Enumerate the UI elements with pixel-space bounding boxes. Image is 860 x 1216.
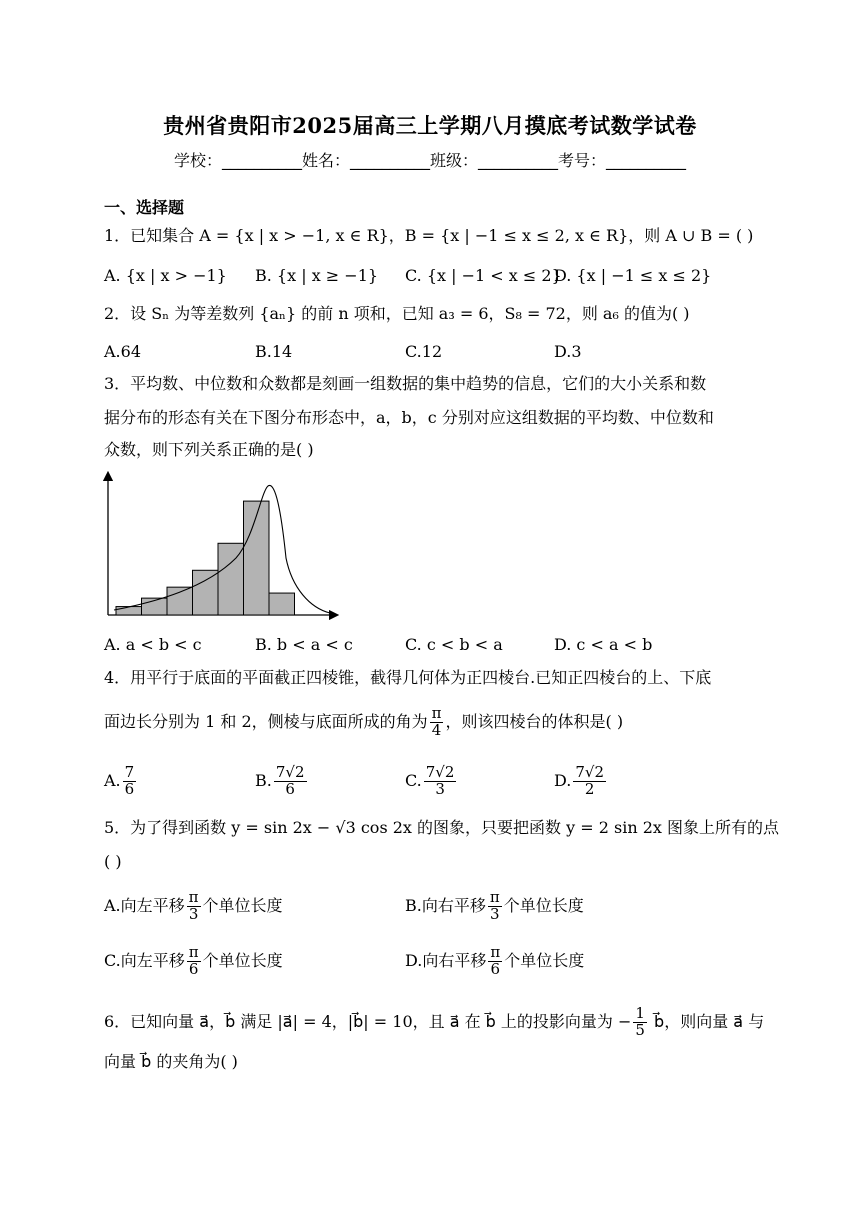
question-6-text-b: b⃗，则向量 a⃗ 与 — [648, 1011, 765, 1031]
numerator: 7√2 — [275, 763, 305, 781]
option-fraction — [488, 890, 502, 923]
question-5-option-c — [104, 945, 283, 978]
question-3-stem-line-1: 3．平均数、中位数和众数都是刻画一组数据的集中趋势的信息，它们的大小关系和数 — [104, 374, 707, 393]
school-blank: __________ — [221, 151, 302, 170]
histogram-bar-3 — [167, 587, 193, 615]
question-4-option-b — [255, 765, 309, 798]
question-1-option-d: D. {x | −1 ≤ x ≤ 2} — [554, 266, 712, 285]
question-4-text-b: ，则该四棱台的体积是( ) — [445, 711, 624, 731]
option-tail: 个单位长度 — [504, 950, 585, 970]
question-4-text-a: 面边长分别为 1 和 2，侧棱与底面所成的角为 — [104, 711, 428, 731]
histogram-bar-7 — [269, 593, 295, 615]
histogram-bar-4 — [193, 570, 219, 615]
question-5-stem-line-2: ( ) — [104, 852, 122, 871]
question-5-option-a — [104, 890, 283, 923]
projection-fraction — [633, 1006, 647, 1039]
question-5-option-d — [405, 945, 584, 978]
question-2-option-b: B.14 — [255, 342, 293, 361]
option-fraction — [424, 765, 457, 798]
option-fraction — [123, 765, 137, 798]
question-3-stem-line-3: 众数，则下列关系正确的是( ) — [104, 440, 314, 459]
numerator: 7√2 — [575, 763, 604, 781]
denominator: 3 — [188, 904, 199, 923]
question-3-option-a: A. a < b < c — [104, 635, 202, 654]
id-label: 考号： — [558, 151, 607, 170]
numerator: π — [188, 888, 199, 906]
question-3-option-d: D. c < a < b — [554, 635, 653, 654]
question-1-option-a: A. {x | x > −1} — [104, 266, 227, 285]
option-tail: 个单位长度 — [202, 950, 283, 970]
option-label: B.向右平移 — [405, 895, 486, 915]
id-blank: __________ — [606, 151, 687, 170]
denominator: 6 — [124, 779, 135, 798]
denominator: 5 — [635, 1020, 645, 1039]
question-2-stem: 2．设 Sₙ 为等差数列 {aₙ} 的前 n 项和，已知 a₃ = 6，S₈ = 72，则 a₆ 的值为( ) — [104, 304, 690, 323]
denominator: 2 — [584, 779, 595, 798]
option-fraction — [274, 765, 307, 798]
question-5-option-b — [405, 890, 584, 923]
question-4-option-d — [554, 765, 608, 798]
denominator: 3 — [490, 904, 500, 923]
option-fraction — [573, 765, 606, 798]
name-label: 姓名： — [301, 151, 350, 170]
histogram-bar-1 — [116, 607, 142, 615]
question-5-stem-line-1: 5．为了得到函数 y = sin 2x − √3 cos 2x 的图象，只要把函数 y = 2 sin 2x 图象上所有的点 — [104, 818, 780, 837]
question-6-stem-line-2: 向量 b⃗ 的夹角为( ) — [104, 1052, 238, 1071]
angle-denominator: 4 — [431, 720, 442, 739]
question-3-option-b: B. b < a < c — [255, 635, 353, 654]
option-label: D. — [554, 770, 572, 790]
section-heading: 一、选择题 — [104, 198, 185, 217]
option-tail: 个单位长度 — [503, 895, 584, 915]
option-fraction — [488, 945, 502, 978]
option-label: C.向左平移 — [104, 950, 185, 970]
numerator: 1 — [635, 1004, 645, 1022]
question-6-text-a: 6．已知向量 a⃗，b⃗ 满足 |a⃗| = 4，|b⃗| = 10，且 a⃗ 在 b⃗ 上的投影向量为 − — [104, 1011, 632, 1031]
numerator: π — [490, 943, 501, 961]
option-label: B. — [255, 770, 272, 790]
student-info-row — [0, 148, 860, 171]
school-label: 学校： — [173, 151, 222, 170]
option-label: D.向右平移 — [405, 950, 487, 970]
option-tail: 个单位长度 — [202, 895, 283, 915]
question-1-option-c: C. {x | −1 < x ≤ 2} — [405, 266, 562, 285]
denominator: 3 — [435, 779, 445, 798]
question-2-option-d: D.3 — [554, 342, 582, 361]
numerator: π — [489, 888, 500, 906]
option-label: A.向左平移 — [104, 895, 185, 915]
option-label: C. — [405, 770, 422, 790]
question-4-option-a — [104, 765, 138, 798]
denominator: 6 — [285, 779, 295, 798]
question-2-option-a: A.64 — [104, 342, 141, 361]
question-4-stem-line-1: 4．用平行于底面的平面截正四棱锥，截得几何体为正四棱台.已知正四棱台的上、下底 — [104, 668, 712, 687]
question-4-stem-line-2 — [104, 706, 623, 739]
numerator: 7√2 — [425, 763, 455, 781]
denominator: 6 — [490, 959, 501, 978]
question-1-stem: 1．已知集合 A = {x | x > −1, x ∈ R}，B = {x | −1 ≤ x ≤ 2, x ∈ R}，则 A ∪ B = ( ) — [104, 226, 754, 245]
name-blank: __________ — [350, 151, 430, 170]
exam-title: 贵州省贵阳市2025届高三上学期八月摸底考试数学试卷 — [163, 113, 697, 138]
question-6-stem-line-1 — [104, 1006, 764, 1039]
option-fraction — [187, 945, 201, 978]
option-fraction — [187, 890, 201, 923]
question-1-option-b: B. {x | x ≥ −1} — [255, 266, 379, 285]
numerator: π — [188, 943, 199, 961]
class-label: 班级： — [430, 151, 479, 170]
question-4-option-c — [405, 765, 458, 798]
distribution-histogram — [96, 470, 346, 620]
question-2-option-c: C.12 — [405, 342, 443, 361]
histogram-bars — [116, 501, 295, 615]
numerator: 7 — [124, 763, 135, 781]
option-label: A. — [104, 770, 121, 790]
question-3-option-c: C. c < b < a — [405, 635, 503, 654]
class-blank: __________ — [478, 151, 559, 170]
question-3-stem-line-2: 据分布的形态有关在下图分布形态中，a，b，c 分别对应这组数据的平均数、中位数和 — [104, 408, 714, 427]
angle-numerator: π — [431, 704, 442, 722]
angle-fraction — [430, 706, 444, 739]
denominator: 6 — [188, 959, 199, 978]
histogram-bar-6 — [244, 501, 270, 615]
